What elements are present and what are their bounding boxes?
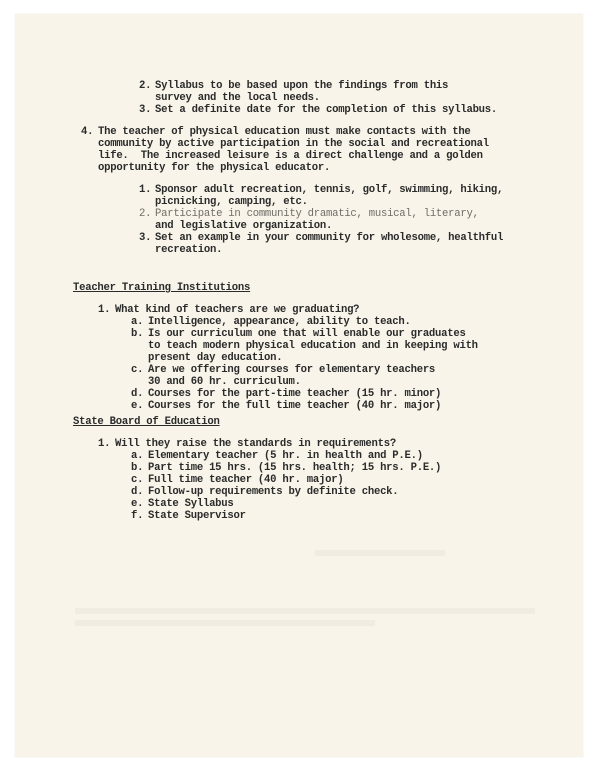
item-number: 2. <box>139 208 152 220</box>
item-text: Set a definite date for the completion of this syllabus. <box>155 104 498 116</box>
item-text: Part time 15 hrs. (15 hrs. health; 15 hrs. P.E.) <box>148 462 442 474</box>
item-text: Is our curriculum one that will enable our graduates <box>148 328 466 340</box>
item-text: to teach modern physical education and in keeping with <box>148 340 478 352</box>
question-number: 1. <box>98 438 111 450</box>
item-text: present day education. <box>148 352 283 364</box>
question-number: 1. <box>98 304 111 316</box>
item-letter: c. <box>131 474 144 486</box>
item-letter: d. <box>131 486 144 498</box>
item-text: Intelligence, appearance, ability to teach. <box>148 316 411 328</box>
item-text: Set an example in your community for wholesome, healthful <box>155 232 504 244</box>
item-text: Full time teacher (40 hr. major) <box>148 474 344 486</box>
question-text: What kind of teachers are we graduating? <box>115 304 360 316</box>
item-text: Participate in community dramatic, musical, literary, <box>155 208 479 220</box>
item-letter: e. <box>131 400 144 412</box>
item-text: survey and the local needs. <box>155 92 320 104</box>
document-page <box>15 14 583 757</box>
item-text: Courses for the full time teacher (40 hr. major) <box>148 400 442 412</box>
question-text: Will they raise the standards in requirements? <box>115 438 396 450</box>
section-heading: State Board of Education <box>73 416 220 428</box>
item-letter: e. <box>131 498 144 510</box>
item-letter: a. <box>131 316 144 328</box>
item-text: Are we offering courses for elementary teachers <box>148 364 436 376</box>
paragraph-line: The teacher of physical education must make contacts with the <box>98 126 471 138</box>
point-number: 4. <box>81 126 94 138</box>
item-number: 1. <box>139 184 152 196</box>
item-text: 30 and 60 hr. curriculum. <box>148 376 301 388</box>
item-letter: f. <box>131 510 144 522</box>
paragraph-line: community by active participation in the social and recreational <box>98 138 489 150</box>
item-letter: b. <box>131 328 144 340</box>
item-text: State Syllabus <box>148 498 234 510</box>
paragraph-line: opportunity for the physical educator. <box>98 162 331 174</box>
bleed-through-shadow <box>75 620 375 626</box>
item-text: Courses for the part-time teacher (15 hr. minor) <box>148 388 442 400</box>
item-letter: c. <box>131 364 144 376</box>
bleed-through-shadow <box>315 550 445 556</box>
item-text: Sponsor adult recreation, tennis, golf, swimming, hiking, <box>155 184 504 196</box>
item-text: Syllabus to be based upon the findings from this <box>155 80 449 92</box>
item-letter: b. <box>131 462 144 474</box>
item-text: Elementary teacher (5 hr. in health and P.E.) <box>148 450 423 462</box>
item-text: recreation. <box>155 244 223 256</box>
bleed-through-shadow <box>75 608 535 614</box>
item-number: 3. <box>139 104 152 116</box>
item-text: Follow-up requirements by definite check. <box>148 486 399 498</box>
item-number: 3. <box>139 232 152 244</box>
item-text: State Supervisor <box>148 510 246 522</box>
paragraph-line: life. The increased leisure is a direct challenge and a golden <box>98 150 483 162</box>
item-letter: a. <box>131 450 144 462</box>
item-text: and legislative organization. <box>155 220 333 232</box>
item-number: 2. <box>139 80 152 92</box>
item-letter: d. <box>131 388 144 400</box>
section-heading: Teacher Training Institutions <box>73 282 251 294</box>
item-text: picnicking, camping, etc. <box>155 196 308 208</box>
